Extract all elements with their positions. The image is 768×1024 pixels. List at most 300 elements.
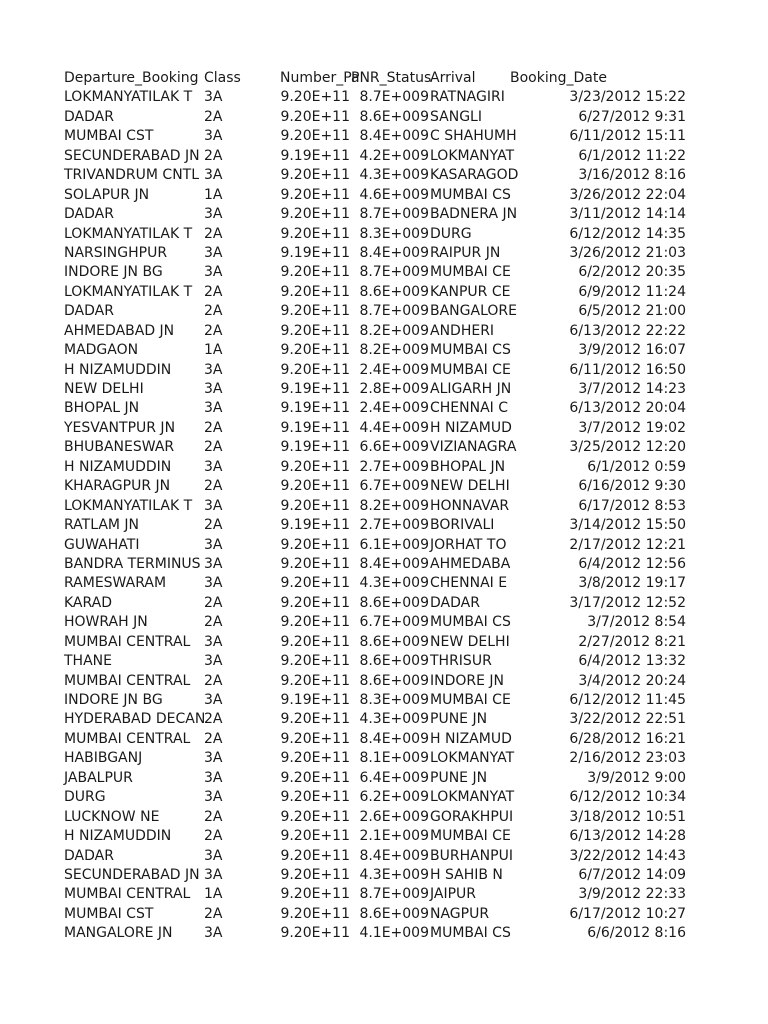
cell-arrival: BHOPAL JN	[430, 458, 506, 475]
cell-class: 3A	[204, 866, 223, 883]
cell-pnr-status: 8.6E+009	[359, 633, 429, 650]
cell-arrival: CHENNAI E	[430, 575, 508, 592]
cell-number-passengers: 9.20E+11	[280, 225, 350, 242]
cell-arrival: BANGALORE	[430, 303, 517, 320]
cell-departure: MANGALORE JN	[64, 925, 173, 942]
cell-number-passengers: 9.20E+11	[280, 342, 350, 359]
cell-arrival: MUMBAI CS	[430, 342, 511, 359]
cell-departure: MUMBAI CENTRAL	[64, 672, 191, 689]
cell-arrival: DURG	[430, 225, 472, 242]
cell-booking-date: 3/7/2012 19:02	[578, 419, 686, 436]
header-departure-booking: Departure_Booking	[64, 70, 199, 86]
cell-number-passengers: 9.20E+11	[280, 594, 350, 611]
cell-arrival: CHENNAI C	[430, 400, 509, 417]
header-number-passengers: Number_Pa	[280, 70, 360, 86]
cell-number-passengers: 9.20E+11	[280, 866, 350, 883]
cell-booking-date: 6/17/2012 10:27	[569, 905, 686, 922]
cell-class: 3A	[204, 206, 223, 223]
cell-pnr-status: 8.6E+009	[359, 672, 429, 689]
cell-number-passengers: 9.20E+11	[280, 828, 350, 845]
cell-arrival: H NIZAMUD	[430, 419, 512, 436]
cell-arrival: THRISUR	[430, 653, 492, 670]
table-row	[64, 847, 694, 866]
table-row	[64, 710, 694, 729]
cell-departure: BANDRA TERMINUS	[64, 555, 201, 572]
cell-class: 3A	[204, 653, 223, 670]
cell-booking-date: 3/18/2012 10:51	[569, 808, 686, 825]
cell-booking-date: 3/8/2012 19:17	[578, 575, 686, 592]
cell-arrival: RATNAGIRI	[430, 89, 505, 106]
cell-arrival: ALIGARH JN	[430, 381, 512, 397]
cell-class: 3A	[204, 264, 223, 281]
cell-number-passengers: 9.20E+11	[280, 536, 350, 553]
cell-pnr-status: 8.4E+009	[359, 730, 429, 747]
cell-departure: NEW DELHI	[64, 381, 144, 397]
cell-arrival: LOKMANYAT	[430, 789, 515, 806]
cell-departure: THANE	[64, 653, 112, 670]
table-row	[64, 399, 694, 418]
table-row	[64, 341, 694, 360]
cell-booking-date: 6/17/2012 8:53	[578, 497, 686, 514]
cell-arrival: C SHAHUMH	[430, 128, 517, 145]
cell-pnr-status: 8.4E+009	[359, 128, 429, 145]
cell-number-passengers: 9.19E+11	[280, 419, 350, 436]
cell-arrival: H NIZAMUD	[430, 730, 512, 747]
cell-departure: LUCKNOW NE	[64, 808, 160, 825]
cell-departure: RAMESWARAM	[64, 575, 167, 592]
cell-class: 3A	[204, 361, 223, 378]
cell-class: 1A	[204, 342, 223, 359]
cell-class: 2A	[204, 225, 223, 242]
cell-pnr-status: 8.2E+009	[359, 497, 429, 514]
cell-class: 2A	[204, 730, 223, 747]
cell-number-passengers: 9.20E+11	[280, 847, 350, 864]
cell-class: 3A	[204, 167, 223, 184]
booking-table	[64, 69, 694, 944]
cell-pnr-status: 8.6E+009	[359, 283, 429, 300]
cell-arrival: AHMEDABA	[430, 555, 511, 572]
cell-pnr-status: 4.4E+009	[359, 419, 429, 436]
table-row	[64, 613, 694, 632]
cell-pnr-status: 2.7E+009	[359, 458, 429, 475]
cell-departure: AHMEDABAD JN	[64, 322, 175, 339]
cell-departure: RATLAM JN	[64, 517, 140, 534]
cell-departure: HYDERABAD DECAN	[64, 711, 206, 728]
cell-arrival: INDORE JN	[430, 672, 505, 689]
cell-number-passengers: 9.20E+11	[280, 108, 350, 125]
cell-pnr-status: 6.2E+009	[359, 789, 429, 806]
table-row	[64, 769, 694, 788]
table-row	[64, 166, 694, 185]
table-row	[64, 477, 694, 496]
cell-arrival: NEW DELHI	[430, 633, 510, 650]
cell-number-passengers: 9.19E+11	[280, 439, 350, 456]
table-row	[64, 594, 694, 613]
cell-pnr-status: 8.2E+009	[359, 342, 429, 359]
table-row	[64, 419, 694, 438]
cell-booking-date: 3/9/2012 22:33	[578, 886, 686, 903]
cell-pnr-status: 8.6E+009	[359, 594, 429, 611]
cell-number-passengers: 9.20E+11	[280, 264, 350, 281]
table-row	[64, 730, 694, 749]
cell-arrival: BADNERA JN	[430, 206, 518, 223]
cell-arrival: HONNAVAR	[430, 497, 510, 514]
table-row	[64, 924, 694, 943]
cell-pnr-status: 8.6E+009	[359, 653, 429, 670]
cell-departure: SOLAPUR JN	[64, 186, 150, 203]
cell-departure: DADAR	[64, 303, 114, 320]
table-row	[64, 866, 694, 885]
table-row	[64, 574, 694, 593]
cell-arrival: KANPUR CE	[430, 283, 511, 300]
table-row	[64, 127, 694, 146]
cell-booking-date: 3/11/2012 14:14	[569, 206, 686, 223]
cell-booking-date: 6/27/2012 9:31	[578, 108, 686, 125]
cell-departure: INDORE JN BG	[64, 692, 163, 708]
cell-class: 3A	[204, 244, 223, 261]
cell-class: 3A	[204, 847, 223, 864]
cell-class: 2A	[204, 672, 223, 689]
cell-departure: DADAR	[64, 206, 114, 223]
cell-pnr-status: 8.6E+009	[359, 108, 429, 125]
cell-booking-date: 2/17/2012 12:21	[569, 536, 686, 553]
table-row	[64, 438, 694, 457]
cell-arrival: LOKMANYAT	[430, 147, 515, 164]
cell-arrival: LOKMANYAT	[430, 750, 515, 767]
cell-arrival: MUMBAI CE	[430, 361, 511, 378]
cell-number-passengers: 9.19E+11	[280, 147, 350, 164]
cell-pnr-status: 8.2E+009	[359, 322, 429, 339]
table-row	[64, 225, 694, 244]
cell-pnr-status: 4.3E+009	[359, 167, 429, 184]
cell-number-passengers: 9.20E+11	[280, 555, 350, 572]
cell-booking-date: 6/13/2012 20:04	[569, 400, 686, 417]
table-row	[64, 633, 694, 652]
cell-class: 3A	[204, 575, 223, 592]
cell-number-passengers: 9.20E+11	[280, 497, 350, 514]
cell-class: 2A	[204, 439, 223, 456]
cell-booking-date: 6/12/2012 10:34	[569, 789, 686, 806]
cell-class: 1A	[204, 886, 223, 903]
header-arrival: Arrival	[430, 70, 476, 86]
cell-booking-date: 3/9/2012 16:07	[578, 342, 686, 359]
cell-booking-date: 3/23/2012 15:22	[569, 89, 686, 106]
cell-class: 3A	[204, 128, 223, 145]
cell-departure: MUMBAI CENTRAL	[64, 886, 191, 903]
table-row	[64, 88, 694, 107]
cell-arrival: RAIPUR JN	[430, 244, 501, 261]
table-row	[64, 108, 694, 127]
table-row	[64, 555, 694, 574]
cell-arrival: MUMBAI CE	[430, 828, 511, 845]
cell-class: 3A	[204, 400, 223, 417]
cell-pnr-status: 8.7E+009	[359, 264, 429, 281]
cell-booking-date: 3/7/2012 14:23	[578, 381, 686, 397]
table-row	[64, 380, 694, 399]
cell-arrival: ANDHERI	[430, 322, 495, 339]
cell-pnr-status: 6.6E+009	[359, 439, 429, 456]
table-row	[64, 205, 694, 224]
cell-departure: DADAR	[64, 108, 114, 125]
cell-number-passengers: 9.19E+11	[280, 692, 350, 708]
cell-booking-date: 3/14/2012 15:50	[569, 517, 686, 534]
cell-class: 3A	[204, 769, 223, 786]
table-row	[64, 147, 694, 166]
cell-pnr-status: 2.7E+009	[359, 517, 429, 534]
cell-number-passengers: 9.20E+11	[280, 925, 350, 942]
table-row	[64, 808, 694, 827]
cell-pnr-status: 4.6E+009	[359, 186, 429, 203]
cell-booking-date: 6/12/2012 11:45	[569, 692, 686, 708]
table-row	[64, 302, 694, 321]
header-pnr-status: PNR_Status	[351, 70, 432, 86]
cell-class: 1A	[204, 186, 223, 203]
cell-pnr-status: 8.7E+009	[359, 303, 429, 320]
cell-class: 3A	[204, 692, 223, 708]
cell-arrival: DADAR	[430, 594, 480, 611]
cell-arrival: PUNE JN	[430, 769, 488, 786]
cell-number-passengers: 9.20E+11	[280, 167, 350, 184]
cell-pnr-status: 8.7E+009	[359, 206, 429, 223]
cell-arrival: KASARAGOD	[430, 167, 519, 184]
table-row	[64, 458, 694, 477]
cell-number-passengers: 9.20E+11	[280, 575, 350, 592]
cell-departure: MUMBAI CENTRAL	[64, 633, 191, 650]
cell-booking-date: 6/4/2012 12:56	[578, 555, 686, 572]
cell-number-passengers: 9.20E+11	[280, 711, 350, 728]
cell-pnr-status: 6.1E+009	[359, 536, 429, 553]
cell-number-passengers: 9.20E+11	[280, 653, 350, 670]
cell-pnr-status: 2.4E+009	[359, 400, 429, 417]
table-row	[64, 516, 694, 535]
cell-class: 3A	[204, 536, 223, 553]
cell-number-passengers: 9.20E+11	[280, 89, 350, 106]
table-body	[64, 88, 694, 943]
cell-departure: KARAD	[64, 594, 113, 611]
cell-number-passengers: 9.20E+11	[280, 769, 350, 786]
cell-booking-date: 6/13/2012 22:22	[569, 322, 686, 339]
cell-pnr-status: 2.8E+009	[359, 381, 429, 397]
cell-departure: JABALPUR	[64, 769, 133, 786]
cell-number-passengers: 9.20E+11	[280, 789, 350, 806]
cell-class: 3A	[204, 750, 223, 767]
cell-pnr-status: 4.2E+009	[359, 147, 429, 164]
cell-booking-date: 3/22/2012 14:43	[569, 847, 686, 864]
cell-booking-date: 6/6/2012 8:16	[587, 925, 686, 942]
cell-class: 2A	[204, 303, 223, 320]
cell-booking-date: 3/17/2012 12:52	[569, 594, 686, 611]
cell-class: 2A	[204, 905, 223, 922]
cell-class: 3A	[204, 555, 223, 572]
cell-number-passengers: 9.20E+11	[280, 361, 350, 378]
cell-number-passengers: 9.19E+11	[280, 517, 350, 534]
table-row	[64, 283, 694, 302]
cell-arrival: JAIPUR	[430, 886, 477, 903]
cell-pnr-status: 4.3E+009	[359, 711, 429, 728]
cell-departure: LOKMANYATILAK T	[64, 497, 193, 514]
table-header-row	[64, 69, 694, 88]
cell-departure: LOKMANYATILAK T	[64, 283, 193, 300]
cell-booking-date: 3/9/2012 9:00	[587, 769, 686, 786]
cell-number-passengers: 9.20E+11	[280, 633, 350, 650]
cell-arrival: MUMBAI CS	[430, 186, 511, 203]
table-row	[64, 361, 694, 380]
cell-number-passengers: 9.20E+11	[280, 322, 350, 339]
cell-departure: NARSINGHPUR	[64, 244, 168, 261]
cell-departure: MUMBAI CENTRAL	[64, 730, 191, 747]
cell-pnr-status: 8.6E+009	[359, 905, 429, 922]
cell-class: 3A	[204, 381, 223, 397]
cell-departure: YESVANTPUR JN	[64, 419, 176, 436]
cell-number-passengers: 9.19E+11	[280, 381, 350, 397]
cell-arrival: GORAKHPUI	[430, 808, 514, 825]
cell-class: 2A	[204, 594, 223, 611]
cell-arrival: BURHANPUI	[430, 847, 513, 864]
table-row	[64, 186, 694, 205]
cell-pnr-status: 8.7E+009	[359, 89, 429, 106]
cell-booking-date: 6/28/2012 16:21	[569, 730, 686, 747]
cell-class: 2A	[204, 478, 223, 495]
cell-class: 2A	[204, 711, 223, 728]
cell-number-passengers: 9.20E+11	[280, 614, 350, 631]
table-row	[64, 691, 694, 710]
cell-number-passengers: 9.19E+11	[280, 244, 350, 261]
cell-pnr-status: 8.4E+009	[359, 244, 429, 261]
cell-class: 3A	[204, 458, 223, 475]
cell-number-passengers: 9.20E+11	[280, 303, 350, 320]
cell-booking-date: 6/4/2012 13:32	[578, 653, 686, 670]
cell-arrival: BORIVALI	[430, 517, 495, 534]
table-row	[64, 672, 694, 691]
cell-pnr-status: 4.3E+009	[359, 866, 429, 883]
cell-departure: LOKMANYATILAK T	[64, 225, 193, 242]
cell-booking-date: 6/11/2012 15:11	[569, 128, 686, 145]
cell-booking-date: 2/27/2012 8:21	[578, 633, 686, 650]
cell-pnr-status: 8.4E+009	[359, 555, 429, 572]
table-row	[64, 905, 694, 924]
cell-departure: HOWRAH JN	[64, 614, 148, 631]
cell-pnr-status: 6.4E+009	[359, 769, 429, 786]
cell-class: 2A	[204, 808, 223, 825]
cell-departure: BHOPAL JN	[64, 400, 140, 417]
cell-number-passengers: 9.20E+11	[280, 808, 350, 825]
cell-departure: GUWAHATI	[64, 536, 140, 553]
cell-arrival: MUMBAI CE	[430, 692, 511, 708]
cell-booking-date: 3/26/2012 22:04	[569, 186, 686, 203]
cell-departure: DURG	[64, 789, 106, 806]
cell-booking-date: 3/25/2012 12:20	[569, 439, 686, 456]
cell-arrival: SANGLI	[430, 108, 482, 125]
cell-arrival: MUMBAI CE	[430, 264, 511, 281]
cell-pnr-status: 2.1E+009	[359, 828, 429, 845]
cell-departure: MUMBAI CST	[64, 905, 154, 922]
cell-pnr-status: 8.1E+009	[359, 750, 429, 767]
cell-class: 2A	[204, 147, 223, 164]
cell-number-passengers: 9.20E+11	[280, 458, 350, 475]
cell-departure: DADAR	[64, 847, 114, 864]
cell-arrival: MUMBAI CS	[430, 925, 511, 942]
cell-class: 2A	[204, 517, 223, 534]
cell-class: 2A	[204, 322, 223, 339]
cell-number-passengers: 9.20E+11	[280, 750, 350, 767]
cell-arrival: JORHAT TO	[430, 536, 507, 553]
cell-number-passengers: 9.19E+11	[280, 400, 350, 417]
cell-pnr-status: 8.4E+009	[359, 847, 429, 864]
cell-booking-date: 3/7/2012 8:54	[587, 614, 686, 631]
table-row	[64, 536, 694, 555]
cell-booking-date: 6/16/2012 9:30	[578, 478, 686, 495]
cell-booking-date: 3/16/2012 8:16	[578, 167, 686, 184]
cell-pnr-status: 8.3E+009	[359, 225, 429, 242]
cell-booking-date: 6/9/2012 11:24	[578, 283, 686, 300]
cell-number-passengers: 9.20E+11	[280, 206, 350, 223]
cell-class: 3A	[204, 497, 223, 514]
cell-booking-date: 6/11/2012 16:50	[569, 361, 686, 378]
cell-class: 2A	[204, 283, 223, 300]
cell-booking-date: 3/26/2012 21:03	[569, 244, 686, 261]
table-row	[64, 885, 694, 904]
cell-number-passengers: 9.20E+11	[280, 730, 350, 747]
cell-booking-date: 6/7/2012 14:09	[578, 866, 686, 883]
cell-departure: KHARAGPUR JN	[64, 478, 171, 495]
cell-number-passengers: 9.20E+11	[280, 186, 350, 203]
cell-class: 3A	[204, 633, 223, 650]
table-row	[64, 788, 694, 807]
cell-booking-date: 6/5/2012 21:00	[578, 303, 686, 320]
cell-arrival: NAGPUR	[430, 905, 490, 922]
cell-departure: BHUBANESWAR	[64, 439, 175, 456]
cell-class: 2A	[204, 828, 223, 845]
cell-pnr-status: 6.7E+009	[359, 478, 429, 495]
cell-booking-date: 6/1/2012 0:59	[587, 458, 686, 475]
cell-number-passengers: 9.20E+11	[280, 672, 350, 689]
cell-number-passengers: 9.20E+11	[280, 886, 350, 903]
table-row	[64, 497, 694, 516]
cell-departure: HABIBGANJ	[64, 750, 143, 767]
cell-pnr-status: 8.7E+009	[359, 886, 429, 903]
cell-class: 2A	[204, 614, 223, 631]
cell-booking-date: 6/2/2012 20:35	[578, 264, 686, 281]
header-class: Class	[204, 70, 241, 86]
cell-booking-date: 3/4/2012 20:24	[578, 672, 686, 689]
table-row	[64, 749, 694, 768]
cell-class: 3A	[204, 789, 223, 806]
cell-departure: TRIVANDRUM CNTL	[64, 167, 200, 184]
cell-departure: SECUNDERABAD JN	[64, 866, 200, 883]
cell-pnr-status: 6.7E+009	[359, 614, 429, 631]
cell-departure: H NIZAMUDDIN	[64, 458, 172, 475]
table-row	[64, 827, 694, 846]
cell-arrival: H SAHIB N	[430, 866, 503, 883]
table-row	[64, 652, 694, 671]
cell-departure: INDORE JN BG	[64, 264, 163, 281]
cell-booking-date: 2/16/2012 23:03	[569, 750, 686, 767]
cell-pnr-status: 2.6E+009	[359, 808, 429, 825]
header-booking-date: Booking_Date	[510, 70, 607, 86]
cell-booking-date: 6/12/2012 14:35	[569, 225, 686, 242]
cell-booking-date: 3/22/2012 22:51	[569, 711, 686, 728]
cell-number-passengers: 9.20E+11	[280, 128, 350, 145]
cell-arrival: VIZIANAGRA	[430, 439, 517, 456]
table-row	[64, 322, 694, 341]
cell-pnr-status: 4.1E+009	[359, 925, 429, 942]
cell-class: 2A	[204, 108, 223, 125]
cell-booking-date: 6/1/2012 11:22	[578, 147, 686, 164]
cell-arrival: MUMBAI CS	[430, 614, 511, 631]
cell-number-passengers: 9.20E+11	[280, 478, 350, 495]
cell-departure: H NIZAMUDDIN	[64, 361, 172, 378]
cell-pnr-status: 8.3E+009	[359, 692, 429, 708]
